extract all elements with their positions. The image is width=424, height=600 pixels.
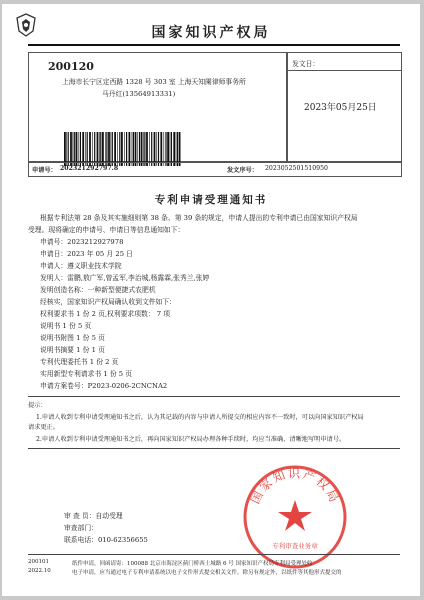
barcode-bar <box>149 132 150 166</box>
barcode-bar <box>176 132 177 166</box>
notice-page <box>2 4 420 596</box>
barcode-bar <box>146 132 148 166</box>
barcode-bar <box>64 132 66 166</box>
barcode-bar <box>143 132 144 166</box>
barcode-bar <box>170 132 171 166</box>
footer-line-1: 纸件申请，回函请寄：100088 北京市海淀区蓟门桥西土城路 6 号 国家知识产权局专利局受理处收 <box>72 561 313 567</box>
barcode-bar <box>80 132 81 166</box>
application-no: 202321292797.8 <box>60 165 119 172</box>
barcode-bar <box>94 132 95 166</box>
barcode-bar <box>144 132 145 166</box>
barcode-bar <box>74 132 75 166</box>
barcode-icon <box>64 132 182 166</box>
address-line-2: 马丹红(13564913331) <box>102 90 176 98</box>
barcode-bar <box>112 132 113 166</box>
date-label: 发文日： <box>292 60 320 68</box>
barcode-bar <box>135 132 137 166</box>
footer-code-2: 2022.10 <box>28 568 51 574</box>
tips-rule-top <box>28 396 400 397</box>
barcode-bar <box>117 132 118 166</box>
tip-1-line-2: 请求更正。 <box>28 424 59 431</box>
barcode-bar <box>160 132 162 166</box>
serial-label: 发文序号： <box>227 167 258 174</box>
barcode-bar <box>137 132 138 166</box>
barcode-bar <box>167 132 169 166</box>
barcode-bar <box>70 132 72 166</box>
barcode-bar <box>97 132 99 166</box>
barcode-bar <box>132 132 133 166</box>
barcode-bar <box>106 132 107 166</box>
barcode-bar <box>156 132 157 166</box>
item-applicant: 申请人：遵义职业技术学院 <box>40 262 122 270</box>
item-docket-no: 申请方案卷号：P2023-0206-2CNCNA2 <box>40 382 168 390</box>
barcode-bar <box>158 132 159 166</box>
barcode-bar <box>151 132 152 166</box>
examiner-name: 审 查 员：自动受理 <box>64 512 123 520</box>
barcode-bar <box>165 132 166 166</box>
footer-code-1: 200101 <box>28 559 49 565</box>
item-power-of-attorney: 专利代理委托书 1 份 2 页 <box>40 358 119 366</box>
postcode: 200120 <box>48 60 94 73</box>
footer-line-2: 电子申请，应当通过电子专利申请系统以电子文件形式提交相关文件。除另有规定外，以纸件等其他形式提交的 <box>72 570 342 576</box>
barcode-bar <box>179 132 181 166</box>
tips-rule-bottom <box>28 448 400 449</box>
barcode-bar <box>141 132 143 166</box>
item-application-date: 申请日：2023 年 05 月 25 日 <box>40 250 133 258</box>
barcode-bar <box>124 132 125 166</box>
item-drawings: 说明书附图 1 份 5 页 <box>40 334 105 342</box>
barcode-bar <box>126 132 127 166</box>
date-divider <box>286 70 401 71</box>
footer-rule <box>28 554 400 555</box>
barcode-bar <box>133 132 134 166</box>
address-line-1: 上海市长宁区定西路 1328 号 303 室 上海天知阑律师事务所 <box>62 78 246 86</box>
header-rule <box>28 44 400 46</box>
barcode-bar <box>164 132 165 166</box>
tip-2: 2.申请人收到专利申请受理通知书之后，再向国家知识产权局办理各种手续时，均应当准确、清晰地写明申请号。 <box>36 436 346 443</box>
barcode-bar <box>76 132 78 166</box>
barcode-bar <box>108 132 110 166</box>
barcode-bar <box>129 132 131 166</box>
barcode-bar <box>82 132 84 166</box>
issue-date: 2023年05月25日 <box>304 103 377 113</box>
barcode-bar <box>139 132 140 166</box>
item-inventors: 发明人：雷鹏,敖广军,曾孟军,李治城,杨露霖,张秀兰,张婷 <box>40 274 210 282</box>
barcode-bar <box>73 132 74 166</box>
agency-title: 国家知识产权局 <box>151 25 271 41</box>
barcode-bar <box>154 132 156 166</box>
barcode-bar <box>111 132 112 166</box>
barcode-bar <box>171 132 172 166</box>
barcode-bar <box>78 132 79 166</box>
tip-1-line-1: 1.申请人收到专利申请受理通知书之后，认为其记载的内容与申请人所提交的相应内容不一致时，可以向国家知识产权局 <box>36 414 364 421</box>
barcode-bar <box>68 132 69 166</box>
barcode-bar <box>105 132 106 166</box>
barcode-bar <box>173 132 175 166</box>
item-request: 实用新型专利请求书 1 份 5 页 <box>40 370 133 378</box>
barcode-bar <box>92 132 93 166</box>
serial-no: 2023052501510950 <box>265 165 328 172</box>
examiner-phone: 联系电话：010-62356655 <box>64 536 148 544</box>
barcode-bar <box>121 132 123 166</box>
tips-label: 提示： <box>28 402 47 409</box>
item-confirmed: 经核实，国家知识产权局确认收到文件如下： <box>40 298 176 306</box>
examiner-dept: 审查部门： <box>64 524 98 532</box>
item-invention-name: 发明创造名称：一种新型便捷式农肥机 <box>40 286 156 294</box>
barcode-bar <box>100 132 101 166</box>
intro-line-1: 根据专利法第 28 条及其实施细则第 38 条、第 39 条的规定，申请人提出的专利申请已由国家知识产权局 <box>40 214 358 222</box>
barcode-bar <box>119 132 120 166</box>
application-no-label: 申请号： <box>32 167 57 174</box>
barcode-bar <box>114 132 116 166</box>
item-claims: 权利要求书 1 份 2 页,权利要求项数： 7 项 <box>40 310 171 318</box>
barcode-bar <box>177 132 178 166</box>
item-description: 说明书 1 份 5 页 <box>40 322 92 330</box>
item-application-no: 申请号：202321292797​8 <box>40 238 124 246</box>
barcode-bar <box>102 132 104 166</box>
notice-title: 专利申请受理通知书 <box>154 194 268 206</box>
barcode-bar <box>99 132 100 166</box>
barcode-bar <box>87 132 88 166</box>
barcode-bar <box>89 132 91 166</box>
seal-text: 国家知识产权局 <box>248 466 342 507</box>
intro-line-2: 受理。现将确定的申请号、申请日等信息通知如下： <box>28 226 185 234</box>
barcode-bar <box>66 132 67 166</box>
item-abstract: 说明书摘要 1 份 1 页 <box>40 346 105 354</box>
barcode-bar <box>85 132 86 166</box>
official-seal-icon <box>240 462 350 572</box>
seal-subtext: 专利审查业务章 <box>272 542 318 550</box>
